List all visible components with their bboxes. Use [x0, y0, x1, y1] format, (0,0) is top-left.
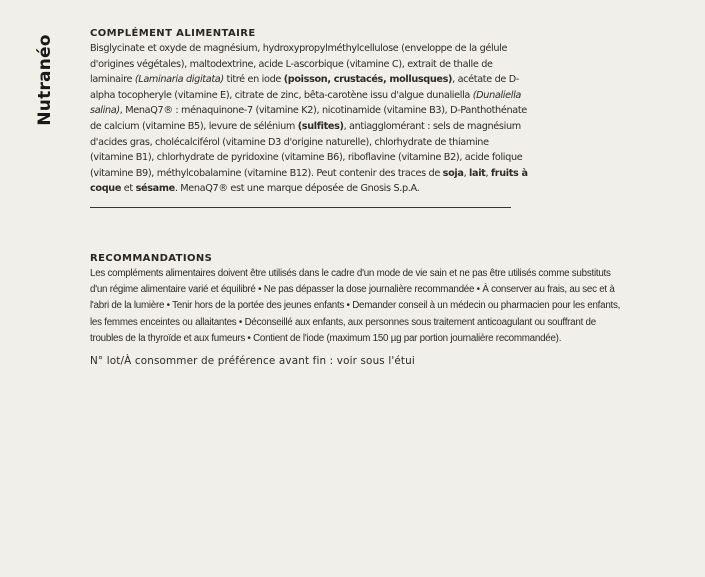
- recommendations-text: Les compléments alimentaires doivent être utilisés dans le cadre d'un mode de vie sain et ne pas être utilisés comme substituts d'un régime alimentaire varié et équilibré • Ne pas dépasser la dose journalière recommandée • À conserver au frais, au sec et à l'abri de la lumière • Tenir hors de la portée des jeunes enfants • Demander conseil à un médecin ou pharmacien pour les enfants, les femmes enceintes ou allaitantes • Déconseillé aux enfants, aux personnes sous traitement anticoagulant ou souffrant de troubles de la thyroïde et aux fumeurs • Contient de l'iode (maximum 150 µg par portion journalière recommandée).: [90, 268, 621, 344]
- recommendations-section: [90, 253, 630, 367]
- section-divider: [90, 207, 511, 208]
- composition-segment: Bisglycinate et oxyde de magnésium, hydroxypropylméthylcellulose (enveloppe de la gélule d'origines végétales), maltodextrine, acide L-ascorbique (vitamine C), extrait de thalle de laminaire: [90, 43, 508, 86]
- composition-segment: ,: [485, 167, 491, 179]
- brand-name: Nutranéo: [35, 34, 55, 126]
- composition-segment: ,: [463, 167, 470, 179]
- composition-segment: lait: [469, 167, 486, 179]
- composition-segment: (poisson, crustacés, mollusques): [283, 74, 453, 86]
- composition-heading: COMPLÉMENT ALIMENTAIRE: [90, 28, 256, 39]
- composition-segment: , acétate de D-alpha tocopheryle (vitamine E), citrate de zinc, bêta-carotène issu d'algue dunaliella: [90, 74, 519, 101]
- composition-segment: soja: [442, 167, 464, 179]
- composition-segment: et: [121, 183, 136, 195]
- composition-segment: (Dunaliella salina): [90, 89, 522, 117]
- composition-segment: , antiagglomérant : sels de magnésium d'acides gras, cholécalciférol (vitamine D3 d'origine naturelle), chlorhydrate de thiamine (vitamine B1), chlorhydrate de pyridoxine (vitamine B6), riboflavine (vitamine B2), acide folique (vitamine B9), méthylcobalamine (vitamine B12). Peut contenir des traces de: [90, 120, 523, 179]
- composition-segment: , MenaQ7® : ménaquinone-7 (vitamine K2), nicotinamide (vitamine B3), D-Panthothénate de calcium (vitamine B5), levure de sélénium: [90, 105, 527, 132]
- composition-section: [90, 28, 528, 219]
- composition-segment: sésame: [135, 183, 175, 195]
- composition-segment: titré en iode: [223, 74, 284, 86]
- brand-logo: [33, 35, 57, 125]
- composition-segment: . MenaQ7® est une marque déposée de Gnosis S.p.A.: [174, 183, 420, 195]
- composition-segment: (sulfites): [297, 120, 344, 132]
- lot-note: N° lot/À consommer de préférence avant fin : voir sous l'étui: [90, 355, 415, 368]
- composition-segment: (Laminaria digitata): [134, 74, 224, 86]
- composition-text: [90, 41, 528, 197]
- composition-segment: fruits à coque: [90, 167, 528, 195]
- recommendations-heading: RECOMMANDATIONS: [90, 253, 213, 264]
